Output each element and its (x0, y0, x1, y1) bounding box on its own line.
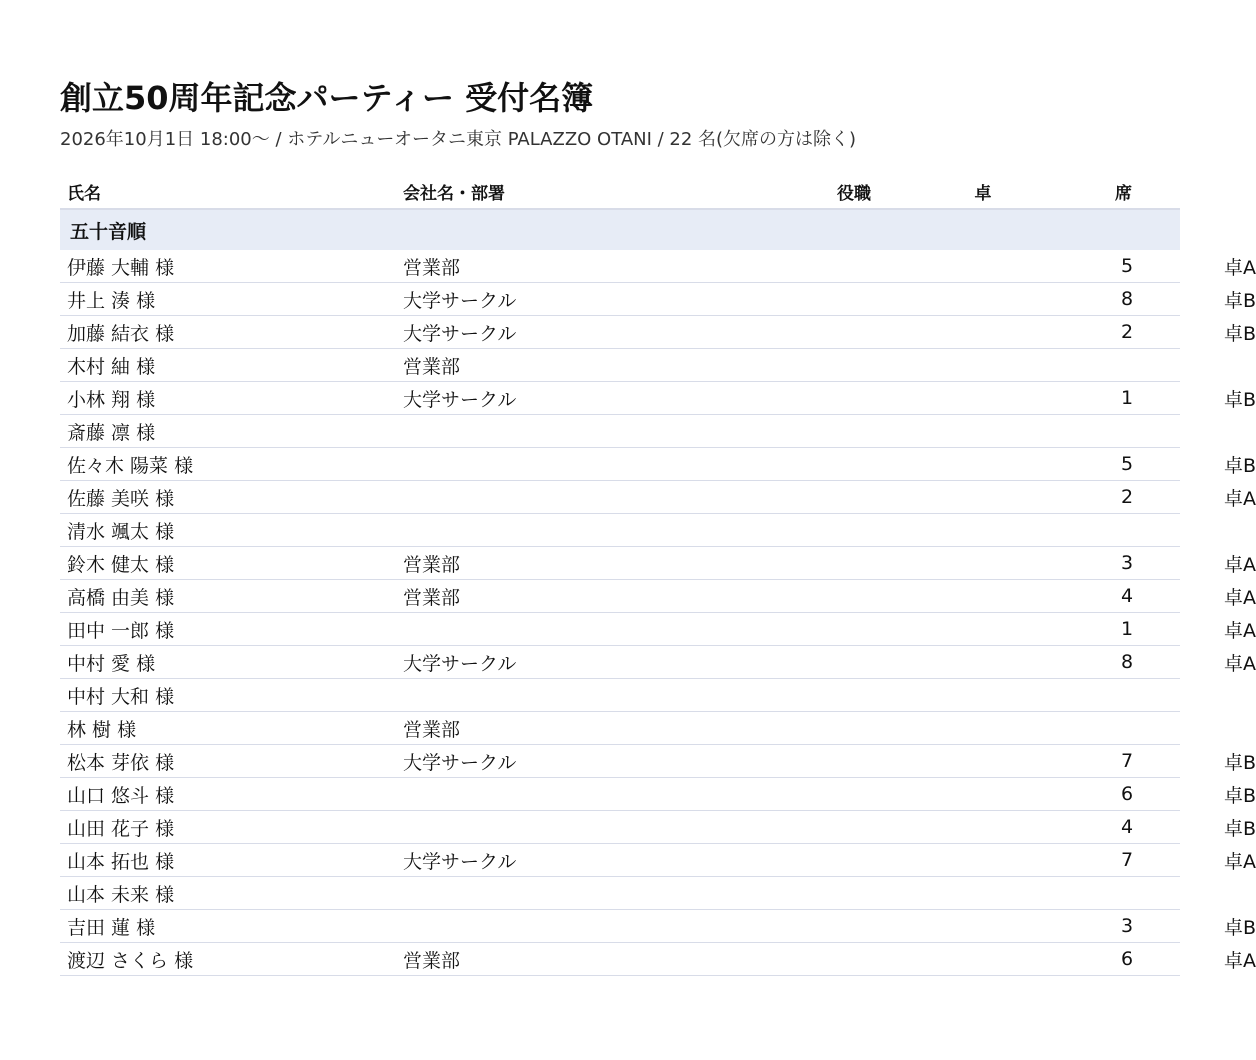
table-row (60, 910, 1180, 943)
guest-name: 吉田 蓮 様 (60, 910, 396, 943)
guest-table: 卓B (951, 382, 1079, 415)
guest-role (777, 349, 951, 382)
guest-name: 鈴木 健太 様 (60, 547, 396, 580)
column-header-seat: 席 (1079, 175, 1180, 209)
guest-role (777, 250, 951, 283)
guest-company: 営業部 (396, 580, 777, 613)
guest-name: 井上 湊 様 (60, 283, 396, 316)
guest-name: 中村 愛 様 (60, 646, 396, 679)
guest-name: 小林 翔 様 (60, 382, 396, 415)
table-row (60, 514, 1180, 547)
guest-role (777, 646, 951, 679)
guest-company: 営業部 (396, 250, 777, 283)
guest-table: 卓A (951, 481, 1079, 514)
guest-name: 松本 芽依 様 (60, 745, 396, 778)
guest-seat: 7 (1079, 844, 1180, 877)
guest-company: 営業部 (396, 943, 777, 976)
table-row (60, 415, 1180, 448)
table-row (60, 316, 1180, 349)
guest-table: 卓B (951, 745, 1079, 778)
guest-seat: 2 (1079, 481, 1180, 514)
guest-seat: 3 (1079, 910, 1180, 943)
guest-role (777, 514, 951, 547)
guest-name: 中村 大和 様 (60, 679, 396, 712)
guest-role (777, 481, 951, 514)
guest-table (951, 712, 1079, 745)
guest-role (777, 712, 951, 745)
guest-name: 高橋 由美 様 (60, 580, 396, 613)
guest-table: 卓B (951, 778, 1079, 811)
table-row (60, 283, 1180, 316)
table-row (60, 844, 1180, 877)
guest-name: 山口 悠斗 様 (60, 778, 396, 811)
guest-company (396, 679, 777, 712)
guest-seat: 1 (1079, 613, 1180, 646)
guest-company: 営業部 (396, 547, 777, 580)
guest-role (777, 547, 951, 580)
guest-name: 加藤 結衣 様 (60, 316, 396, 349)
guest-role (777, 811, 951, 844)
guest-role (777, 316, 951, 349)
guest-company: 営業部 (396, 712, 777, 745)
table-row (60, 943, 1180, 976)
guest-table: 卓B (951, 316, 1079, 349)
guest-role (777, 283, 951, 316)
guest-seat: 8 (1079, 646, 1180, 679)
guest-company: 大学サークル (396, 646, 777, 679)
guest-role (777, 415, 951, 448)
guest-role (777, 448, 951, 481)
table-row (60, 679, 1180, 712)
guest-table: 卓A (951, 844, 1079, 877)
guest-seat: 1 (1079, 382, 1180, 415)
guest-company: 大学サークル (396, 745, 777, 778)
guest-company (396, 481, 777, 514)
guest-company (396, 514, 777, 547)
column-header-company: 会社名・部署 (396, 175, 777, 209)
guest-role (777, 877, 951, 910)
column-header-table: 卓 (951, 175, 1079, 209)
guest-name: 清水 颯太 様 (60, 514, 396, 547)
guest-company (396, 811, 777, 844)
guest-seat (1079, 514, 1180, 547)
column-header-name: 氏名 (60, 175, 396, 209)
guest-seat: 3 (1079, 547, 1180, 580)
guest-name: 渡辺 さくら 様 (60, 943, 396, 976)
guest-seat: 4 (1079, 580, 1180, 613)
guest-seat: 2 (1079, 316, 1180, 349)
guest-role (777, 910, 951, 943)
guest-name: 山田 花子 様 (60, 811, 396, 844)
guest-name: 佐々木 陽菜 様 (60, 448, 396, 481)
table-row (60, 382, 1180, 415)
table-row (60, 547, 1180, 580)
guest-table (951, 349, 1079, 382)
table-row (60, 448, 1180, 481)
guest-name: 山本 未来 様 (60, 877, 396, 910)
guest-role (777, 778, 951, 811)
table-row (60, 811, 1180, 844)
guest-table (951, 679, 1079, 712)
guest-seat: 8 (1079, 283, 1180, 316)
guest-company (396, 910, 777, 943)
guest-name: 山本 拓也 様 (60, 844, 396, 877)
guest-table: 卓A (951, 613, 1079, 646)
guest-table: 卓A (951, 580, 1079, 613)
guest-company (396, 613, 777, 646)
guest-company (396, 415, 777, 448)
guest-table: 卓B (951, 910, 1079, 943)
guest-seat: 5 (1079, 250, 1180, 283)
guest-role (777, 679, 951, 712)
guest-seat (1079, 349, 1180, 382)
guest-roster-table (60, 175, 1256, 976)
guest-table: 卓A (951, 250, 1079, 283)
guest-company (396, 448, 777, 481)
table-row (60, 250, 1180, 283)
guest-role (777, 745, 951, 778)
guest-company: 大学サークル (396, 283, 777, 316)
guest-table: 卓A (951, 943, 1079, 976)
guest-seat (1079, 415, 1180, 448)
guest-name: 田中 一郎 様 (60, 613, 396, 646)
guest-table: 卓A (951, 646, 1079, 679)
guest-seat: 4 (1079, 811, 1180, 844)
column-header-role: 役職 (777, 175, 951, 209)
guest-role (777, 844, 951, 877)
table-row (60, 580, 1180, 613)
guest-seat (1079, 679, 1180, 712)
guest-table: 卓B (951, 283, 1079, 316)
guest-seat: 6 (1079, 778, 1180, 811)
guest-name: 斎藤 凛 様 (60, 415, 396, 448)
table-header-row (60, 175, 1180, 209)
guest-seat: 7 (1079, 745, 1180, 778)
guest-name: 木村 紬 様 (60, 349, 396, 382)
guest-seat (1079, 712, 1180, 745)
table-row (60, 481, 1180, 514)
guest-role (777, 613, 951, 646)
guest-name: 伊藤 大輔 様 (60, 250, 396, 283)
guest-company: 大学サークル (396, 316, 777, 349)
guest-seat: 6 (1079, 943, 1180, 976)
guest-role (777, 943, 951, 976)
guest-name: 佐藤 美咲 様 (60, 481, 396, 514)
group-header-row (60, 209, 1180, 250)
table-row (60, 646, 1180, 679)
guest-company: 大学サークル (396, 844, 777, 877)
guest-table: 卓B (951, 811, 1079, 844)
page-title: 創立50周年記念パーティー 受付名簿 (60, 79, 594, 117)
guest-table (951, 415, 1079, 448)
guest-company: 大学サークル (396, 382, 777, 415)
table-row (60, 349, 1180, 382)
guest-table (951, 877, 1079, 910)
guest-table: 卓A (951, 547, 1079, 580)
group-label: 五十音順 (60, 209, 1180, 250)
table-row (60, 712, 1180, 745)
guest-seat: 5 (1079, 448, 1180, 481)
table-row (60, 778, 1180, 811)
table-row (60, 613, 1180, 646)
guest-company (396, 877, 777, 910)
guest-role (777, 580, 951, 613)
guest-role (777, 382, 951, 415)
roster-body (60, 209, 1256, 976)
guest-table: 卓B (951, 448, 1079, 481)
guest-name: 林 樹 様 (60, 712, 396, 745)
guest-company (396, 778, 777, 811)
guest-table (951, 514, 1079, 547)
table-row (60, 877, 1180, 910)
guest-company: 営業部 (396, 349, 777, 382)
table-row (60, 745, 1180, 778)
guest-seat (1079, 877, 1180, 910)
event-details: 2026年10月1日 18:00〜 / ホテルニューオータニ東京 PALAZZO OTANI / 22 名(欠席の方は除く) (60, 129, 857, 150)
